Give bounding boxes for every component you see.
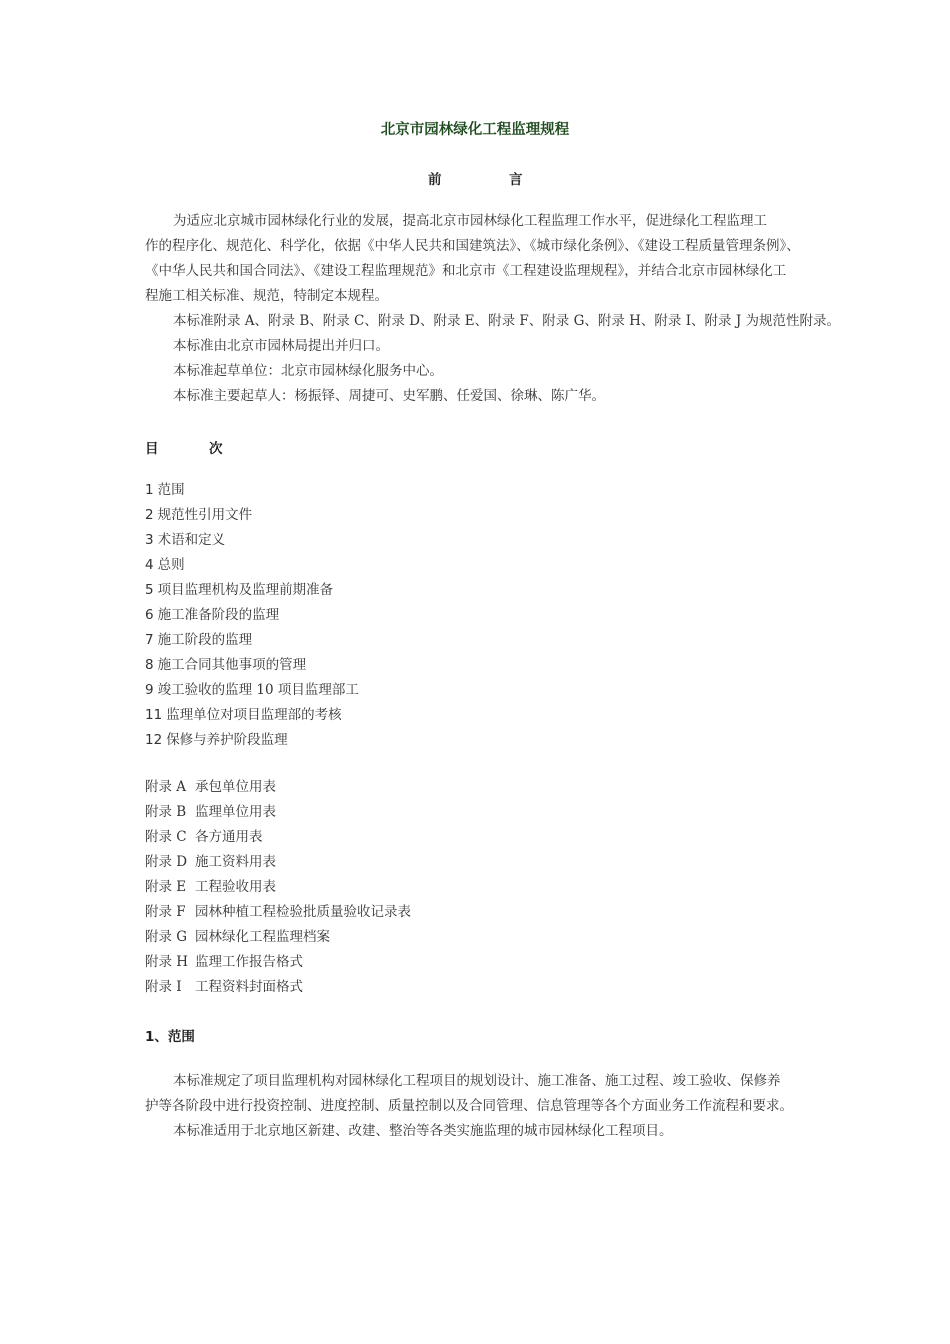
- preface-heading-left: 前: [428, 172, 442, 188]
- preface-line-3: 《中华人民共和国合同法》、《建设工程监理规范》和北京市《工程建设监理规程》，并结合北京市园林绿化工: [145, 263, 787, 279]
- toc-heading-left: 目: [145, 441, 159, 457]
- section-1-line-2: 护等各阶段中进行投资控制、进度控制、质量控制以及合同管理、信息管理等各个方面业务工作流程和要求。: [145, 1098, 793, 1114]
- toc-item: 1 范围: [145, 482, 185, 498]
- appendix-item: 附录 A 承包单位用表: [145, 779, 276, 795]
- preface-note-proposer: 本标准由北京市园林局提出并归口。: [173, 338, 389, 354]
- toc-item: 9 竣工验收的监理 10 项目监理部工: [145, 682, 359, 698]
- section-1-line-1: 本标准规定了项目监理机构对园林绿化工程项目的规划设计、施工准备、施工过程、竣工验收、保修养: [173, 1073, 781, 1089]
- appendix-item: 附录 I 工程资料封面格式: [145, 979, 303, 995]
- preface-line-4: 程施工相关标准、规范，特制定本规程。: [145, 288, 388, 304]
- section-1-line-3: 本标准适用于北京地区新建、改建、整治等各类实施监理的城市园林绿化工程项目。: [173, 1123, 673, 1139]
- document-title: 北京市园林绿化工程监理规程: [380, 122, 570, 138]
- toc-item: 7 施工阶段的监理: [145, 632, 253, 648]
- section-1-heading: 1、范围: [145, 1029, 195, 1045]
- preface-heading-right: 言: [509, 172, 523, 188]
- appendix-item: 附录 G 园林绿化工程监理档案: [145, 929, 330, 945]
- toc-item: 6 施工准备阶段的监理: [145, 607, 280, 623]
- preface-line-2: 作的程序化、规范化、科学化，依据《中华人民共和国建筑法》、《城市绿化条例》、《建设工程质量管理条例》、: [145, 238, 800, 254]
- toc-item: 3 术语和定义: [145, 532, 226, 548]
- appendix-item: 附录 F 园林种植工程检验批质量验收记录表: [145, 904, 411, 920]
- toc-heading-right: 次: [209, 441, 223, 457]
- appendix-item: 附录 E 工程验收用表: [145, 879, 276, 895]
- appendix-item: 附录 C 各方通用表: [145, 829, 263, 845]
- appendix-item: 附录 B 监理单位用表: [145, 804, 276, 820]
- preface-note-drafting-unit: 本标准起草单位：北京市园林绿化服务中心。: [173, 363, 443, 379]
- toc-item: 11 监理单位对项目监理部的考核: [145, 707, 342, 723]
- appendix-item: 附录 D 施工资料用表: [145, 854, 276, 870]
- toc-item: 8 施工合同其他事项的管理: [145, 657, 307, 673]
- toc-item: 5 项目监理机构及监理前期准备: [145, 582, 334, 598]
- toc-item: 4 总则: [145, 557, 185, 573]
- preface-line-1: 为适应北京城市园林绿化行业的发展，提高北京市园林绿化工程监理工作水平，促进绿化工程监理工: [173, 213, 767, 229]
- preface-note-appendices: 本标准附录 A、附录 B、附录 C、附录 D、附录 E、附录 F、附录 G、附录 H、附录 I、附录 J 为规范性附录。: [173, 313, 841, 329]
- appendix-item: 附录 H 监理工作报告格式: [145, 954, 303, 970]
- toc-item: 12 保修与养护阶段监理: [145, 732, 288, 748]
- preface-note-drafters: 本标准主要起草人：杨振铎、周捷可、史军鹏、任爱国、徐琳、陈广华。: [173, 388, 605, 404]
- toc-item: 2 规范性引用文件: [145, 507, 253, 523]
